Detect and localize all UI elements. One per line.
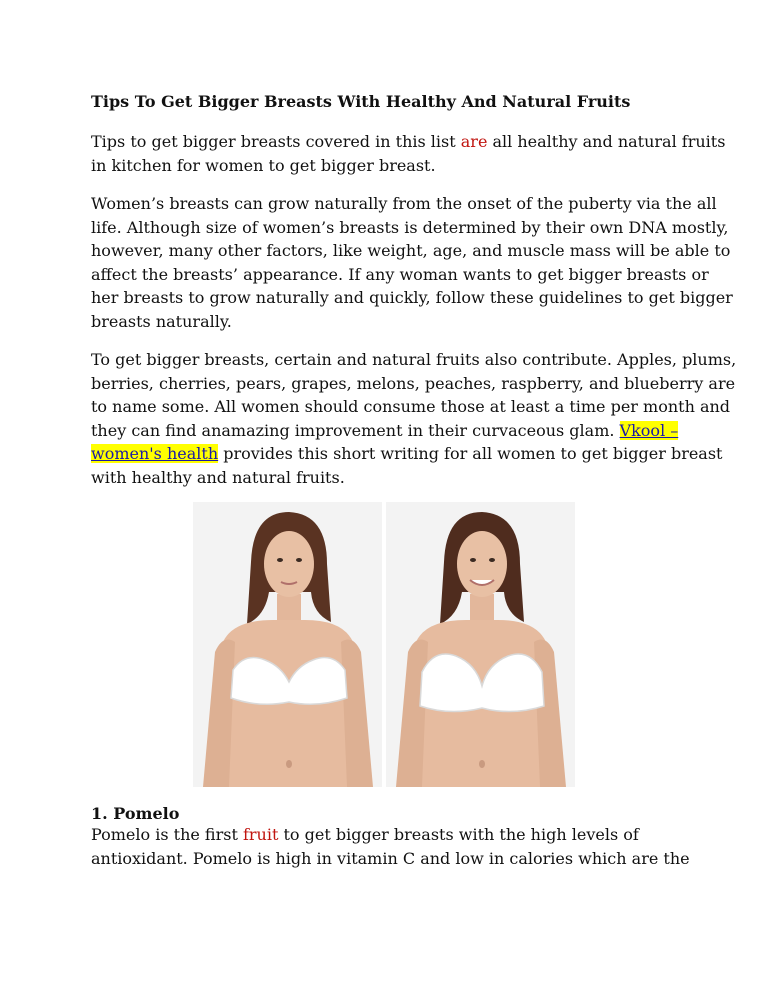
vkool-link-continued[interactable]: women's health (91, 444, 219, 463)
vkool-link[interactable]: Vkool – (619, 420, 679, 440)
text-run: Tips to get bigger breasts covered in this list (91, 132, 461, 151)
text-line: affect the breasts’ appearance. If any woman wants to get bigger breasts or (91, 264, 709, 284)
text-line: breasts naturally. (91, 311, 232, 331)
text-line: in kitchen for women to get bigger breast. (91, 155, 436, 175)
before-after-figure (193, 502, 575, 787)
red-word: are (460, 132, 488, 151)
text-line: berries, cherries, pears, grapes, melons, peaches, raspberry, and blueberry are (91, 373, 736, 393)
text-line: life. Although size of women’s breasts is determined by their own DNA mostly, (91, 217, 729, 237)
paragraph-pomelo (91, 823, 691, 870)
intro-paragraph (91, 130, 726, 177)
text-line: antioxidant. Pomelo is high in vitamin C and low in calories which are the (91, 848, 690, 868)
before-photo (193, 502, 382, 787)
text-run: Pomelo is the first (91, 825, 243, 844)
paragraph-growth (91, 192, 733, 333)
text-run: all healthy and natural fruits (487, 132, 726, 151)
text-run: provides this short writing for all women to get bigger breast (218, 444, 723, 463)
text-run: they can find anamazing improvement in their curvaceous glam. (91, 420, 620, 440)
text-line: to name some. All women should consume those at least a time per month and (91, 397, 731, 416)
after-photo (386, 502, 575, 787)
text-line: her breasts to grow naturally and quickly, follow these guidelines to get bigger (91, 288, 733, 307)
text-line: Women’s breasts can grow naturally from the onset of the puberty via the all (91, 194, 717, 213)
page-title: Tips To Get Bigger Breasts With Healthy And Natural Fruits (91, 92, 631, 111)
red-word: fruit (242, 825, 279, 844)
text-line: To get bigger breasts, certain and natural fruits also contribute. Apples, plums, (91, 350, 737, 369)
text-line: however, many other factors, like weight, age, and muscle mass will be able to (91, 241, 731, 260)
text-line: with healthy and natural fruits. (91, 467, 345, 487)
text-run: to get bigger breasts with the high levels of (278, 825, 639, 844)
paragraph-fruits (91, 348, 737, 489)
section-heading-pomelo: 1. Pomelo (91, 804, 180, 823)
